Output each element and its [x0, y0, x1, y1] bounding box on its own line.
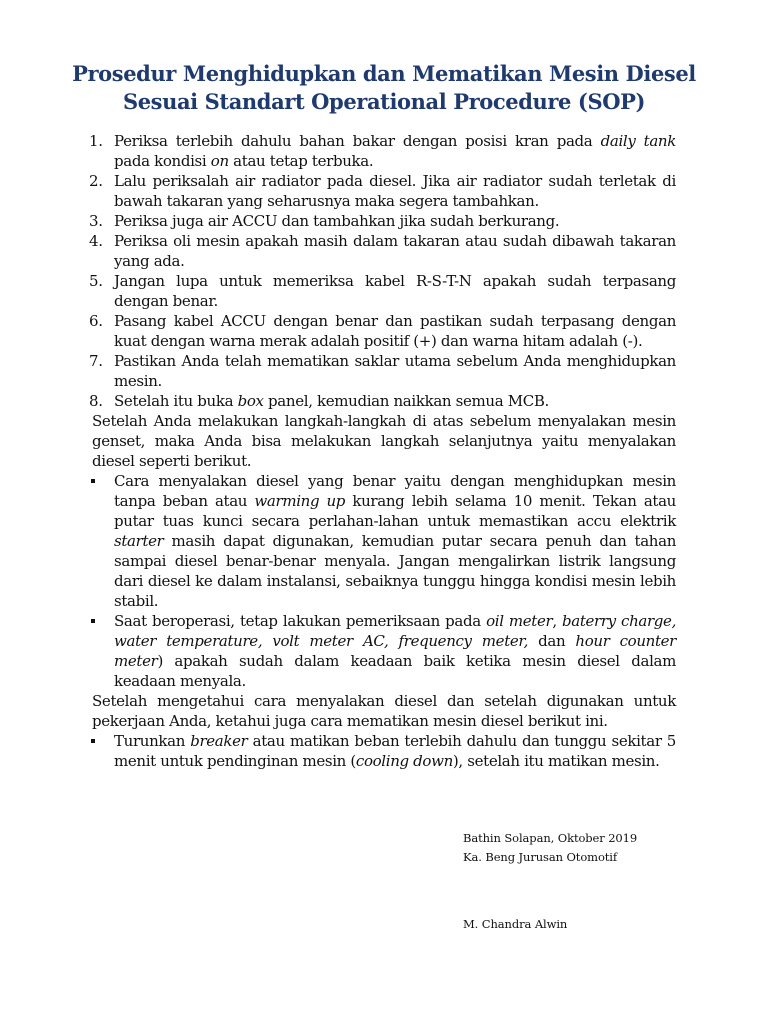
step-number: 5. [89, 272, 103, 290]
document-body [89, 131, 677, 771]
signature-place-date: Bathin Solapan, Oktober 2019 [463, 831, 638, 845]
intro-paragraph: Setelah Anda melakukan langkah-langkah di atas sebelum menyalakan mesin genset, maka Anda bisa melakukan langkah selanjutnya yaitu menyalakan diesel seperti berikut. [92, 412, 676, 470]
signature-position: Ka. Beng Jurusan Otomotif [463, 850, 618, 864]
procedure-steps [89, 131, 676, 411]
step-number: 4. [89, 232, 103, 250]
step-item: 5. Jangan lupa untuk memeriksa kabel R-S-T-N apakah sudah terpasang dengan benar. [89, 272, 676, 310]
step-number: 3. [89, 212, 103, 230]
title-line-2: Sesuai Standart Operational Procedure (SOP) [122, 89, 646, 114]
start-bullets [92, 471, 676, 691]
step-item: 7. Pastikan Anda telah mematikan saklar utama sebelum Anda menghidupkan mesin. [89, 352, 676, 390]
bullet-item: Cara menyalakan diesel yang benar yaitu dengan menghidupkan mesin tanpa beban atau warming up kurang lebih selama 10 menit. Tekan atau putar tuas kunci secara perlahan-lahan untuk memastikan accu elektrik starter masih dapat digunakan, kemudian putar secara penuh dan tahan sampai diesel benar-benar menyala. Jangan mengalirkan listrik langsung dari diesel ke dalam instalansi, sebaiknya tunggu hingga kondisi mesin lebih stabil. [92, 471, 676, 611]
signature-name: M. Chandra Alwin [463, 917, 568, 931]
step-item: 4. Periksa oli mesin apakah masih dalam takaran atau sudah dibawah takaran yang ada. [89, 232, 676, 270]
step-number: 6. [89, 312, 103, 330]
bullet-item: Turunkan breaker atau matikan beban terlebih dahulu dan tunggu sekitar 5 menit untuk pendinginan mesin (cooling down), setelah itu matikan mesin. [92, 731, 676, 771]
step-number: 2. [89, 172, 103, 190]
square-bullet-icon [91, 619, 95, 623]
document-title [40, 60, 728, 116]
square-bullet-icon [91, 739, 95, 743]
step-item: 3. Periksa juga air ACCU dan tambahkan jika sudah berkurang. [89, 212, 560, 230]
bullet-item: Saat beroperasi, tetap lakukan pemeriksaan pada oil meter, baterry charge, water temperature, volt meter AC, frequency meter, dan hour counter meter) apakah sudah dalam keadaan baik ketika mesin diesel dalam keadaan menyala. [92, 611, 676, 691]
shutdown-paragraph: Setelah mengetahui cara menyalakan diesel dan setelah digunakan untuk pekerjaan Anda, ketahui juga cara mematikan mesin diesel berikut ini. [92, 692, 676, 730]
step-item: 8. Setelah itu buka box panel, kemudian naikkan semua MCB. [89, 392, 549, 410]
step-number: 8. [89, 392, 103, 410]
step-item: 6. Pasang kabel ACCU dengan benar dan pastikan sudah terpasang dengan kuat dengan warna merak adalah positif (+) dan warna hitam adalah (-). [89, 312, 676, 350]
signature-block [463, 829, 637, 867]
step-item: 1. Periksa terlebih dahulu bahan bakar dengan posisi kran pada daily tank pada kondisi on atau tetap terbuka. [89, 132, 676, 170]
square-bullet-icon [91, 479, 95, 483]
step-number: 7. [89, 352, 103, 370]
stop-bullets [92, 731, 676, 771]
title-line-1: Prosedur Menghidupkan dan Mematikan Mesin Diesel [72, 61, 696, 86]
step-number: 1. [89, 132, 103, 150]
step-item: 2. Lalu periksalah air radiator pada diesel. Jika air radiator sudah terletak di bawah takaran yang seharusnya maka segera tambahkan. [89, 172, 676, 210]
